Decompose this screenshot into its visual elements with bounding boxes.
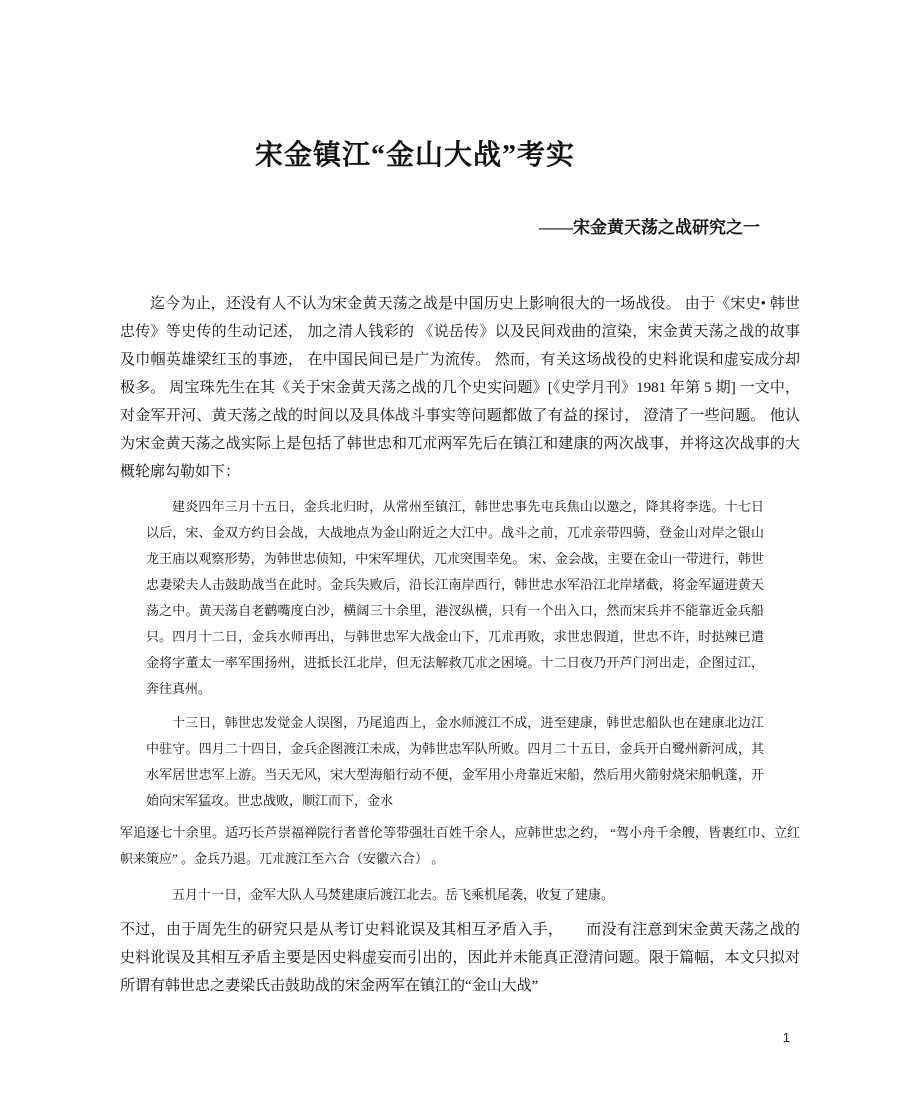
intro-paragraph: 迄今为止，还没有人不认为宋金黄天荡之战是中国历史上影响很大的一场战役。 由于《宋史• 韩世忠传》等史传的生动记述， 加之清人钱彩的 《说岳传》以及民间戏曲的渲染，宋金黄天荡之战的故事及巾帼英雄梁红玉的事迹， 在中国民间已是广为流传。 然而，有关这场战役的史料讹误和虚妄成分却极多。 周宝珠先生在其《关于宋金黄天荡之战的几个史实问题》[《史学月刊》1981 年第 5 期] 一文中，对金军开河、黄天荡之战的时间以及具体战斗事实等问题都做了有益的探讨， 澄清了一些问题。 他认为宋金黄天荡之战实际上是包括了韩世忠和兀朮两军先后在镇江和建康的两次战事，并将这次战事的大概轮廓勾勒如下： bbox=[120, 296, 800, 480]
document-title: 宋金镇江“金山大战”考实 bbox=[254, 140, 575, 171]
quote-paragraph-1: 建炎四年三月十五日，金兵北归时，从常州至镇江，韩世忠事先屯兵焦山以邀之，降其将李选。十七日以后，宋、金双方约日会战，大战地点为金山附近之大江中。战斗之前，兀朮亲带四骑，登金山对岸之银山龙王庙以观察形势，为韩世忠侦知，中宋军埋伏，兀朮突围幸免。 宋、金会战，主要在金山一带进行，韩世忠妻梁夫人击鼓助战当在此时。金兵失败后，沿长江南岸西行，韩世忠水军沿江北岸堵截，将金军逼进黄天荡之中。黄天荡自老鹳嘴度白沙，横阔三十余里，港汊纵横，只有一个出入口，然而宋兵并不能靠近金兵船只。四月十二日，金兵水师再出，与韩世忠军大战金山下，兀朮再败，求世忠假道，世忠不许，时挞辣已遣金将字董太一率军围扬州，进抵长江北岸，但无法解救兀朮之困境。十二日夜乃开芦门河出走，企图过江，奔往真州。 bbox=[146, 499, 764, 696]
page-number: 1 bbox=[782, 1030, 790, 1045]
quote-continuation-paragraph: 军追逐七十余里。适巧长芦崇福禅院行者普伦等带强壮百姓千余人，应韩世忠之约， “驾小舟千余艘，皆裹红巾、立红帜来策应” 。金兵乃退。兀朮渡江至六合（安徽六合） 。 bbox=[120, 825, 800, 866]
quote-paragraph-2: 十三日，韩世忠发觉金人误图，乃尾追西上，金水师渡江不成，进至建康，韩世忠船队也在建康北边江中驻守。四月二十四日，金兵企图渡江未成，为韩世忠军队所败。四月二十五日，金兵开白鹭州新河成，其水军居世忠军上游。当天无风，宋大型海船行动不便，金军用小舟靠近宋船，然后用火箭射烧宋船帆蓬，开始向宋军猛攻。世忠战败，顺江而下，金水 bbox=[146, 715, 764, 808]
quote-paragraph-3: 五月十一日，金军大队人马焚建康后渡江北去。岳飞乘机尾袭，收复了建康。 bbox=[172, 887, 615, 902]
closing-paragraph: 不过，由于周先生的研究只是从考订史料讹误及其相互矛盾入手， 而没有注意到宋金黄天荡之战的史料讹误及其相互矛盾主要是因史料虚妄而引出的，因此并未能真正澄清问题。限于篇幅，本文只拟对所谓有韩世忠之妻梁氏击鼓助战的宋金两军在镇江的“金山大战” bbox=[120, 922, 800, 994]
document-subtitle: ——宋金黄天荡之战研究之一 bbox=[539, 218, 760, 237]
